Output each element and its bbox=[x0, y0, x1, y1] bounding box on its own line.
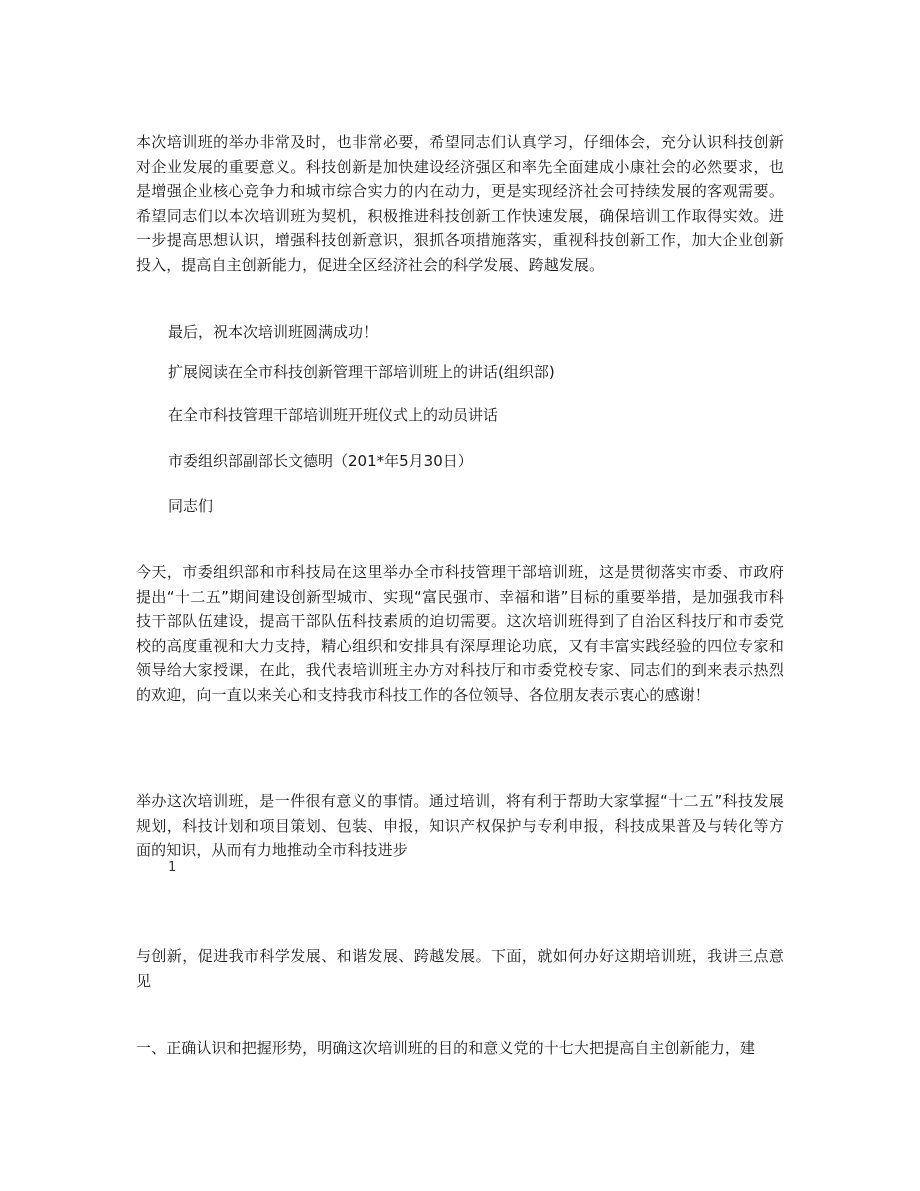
paragraph-significance: 本次培训班的举办非常及时，也非常必要，希望同志们认真学习，仔细体会，充分认识科技创新对企业发展的重要意义。科技创新是加快建设经济强区和率先全面建成小康社会的必然要求，也是增强企业核心竞争力和城市综合实力的内在动力，更是实现经济社会可持续发展的客观需要。希望同志们以本次培训班为契机，积极推进科技创新工作快速发展，确保培训工作取得实效。进一步提高思想认识，增强科技创新意识，狠抓各项措施落实，重视科技创新工作，加大企业创新投入，提高自主创新能力，促进全区经济社会的科学发展、跨越发展。 bbox=[136, 133, 784, 274]
salutation: 同志们 bbox=[168, 497, 214, 515]
page-number: 1 bbox=[168, 860, 176, 875]
extended-reading-heading: 扩展阅读在全市科技创新管理干部培训班上的讲话(组织部) bbox=[168, 363, 555, 381]
section-one-heading: 一、正确认识和把握形势，明确这次培训班的目的和意义党的十七大把提高自主创新能力，建 bbox=[136, 1039, 756, 1057]
paragraph-purpose: 举办这次培训班，是一件很有意义的事情。通过培训，将有利于帮助大家掌握“十二五”科技发展规划，科技计划和项目策划、包装、申报，知识产权保护与专利申报，科技成果普及与转化等方面的知识，从而有力地推动全市科技进步 bbox=[136, 792, 784, 859]
closing-line: 最后，祝本次培训班圆满成功！ bbox=[168, 323, 379, 341]
speech-title: 在全市科技管理干部培训班开班仪式上的动员讲话 bbox=[168, 406, 499, 424]
paragraph-opening: 今天，市委组织部和市科技局在这里举办全市科技管理干部培训班，这是贯彻落实市委、市政府提出“十二五”期间建设创新型城市、实现“富民强市、幸福和谐”目标的重要举措，是加强我市科技干部队伍建设，提高干部队伍科技素质的迫切需要。这次培训班得到了自治区科技厅和市委党校的高度重视和大力支持，精心组织和安排具有深厚理论功底，又有丰富实践经验的四位专家和领导给大家授课，在此，我代表培训班主办方对科技厅和市委党校专家、同志们的到来表示热烈的欢迎，向一直以来关心和支持我市科技工作的各位领导、各位朋友表示衷心的感谢！ bbox=[136, 563, 784, 704]
speaker-line: 市委组织部副部长文德明（201*年5月30日） bbox=[168, 452, 473, 470]
paragraph-continuation: 与创新，促进我市科学发展、和谐发展、跨越发展。下面，就如何办好这期培训班，我讲三点意见 bbox=[136, 947, 784, 990]
